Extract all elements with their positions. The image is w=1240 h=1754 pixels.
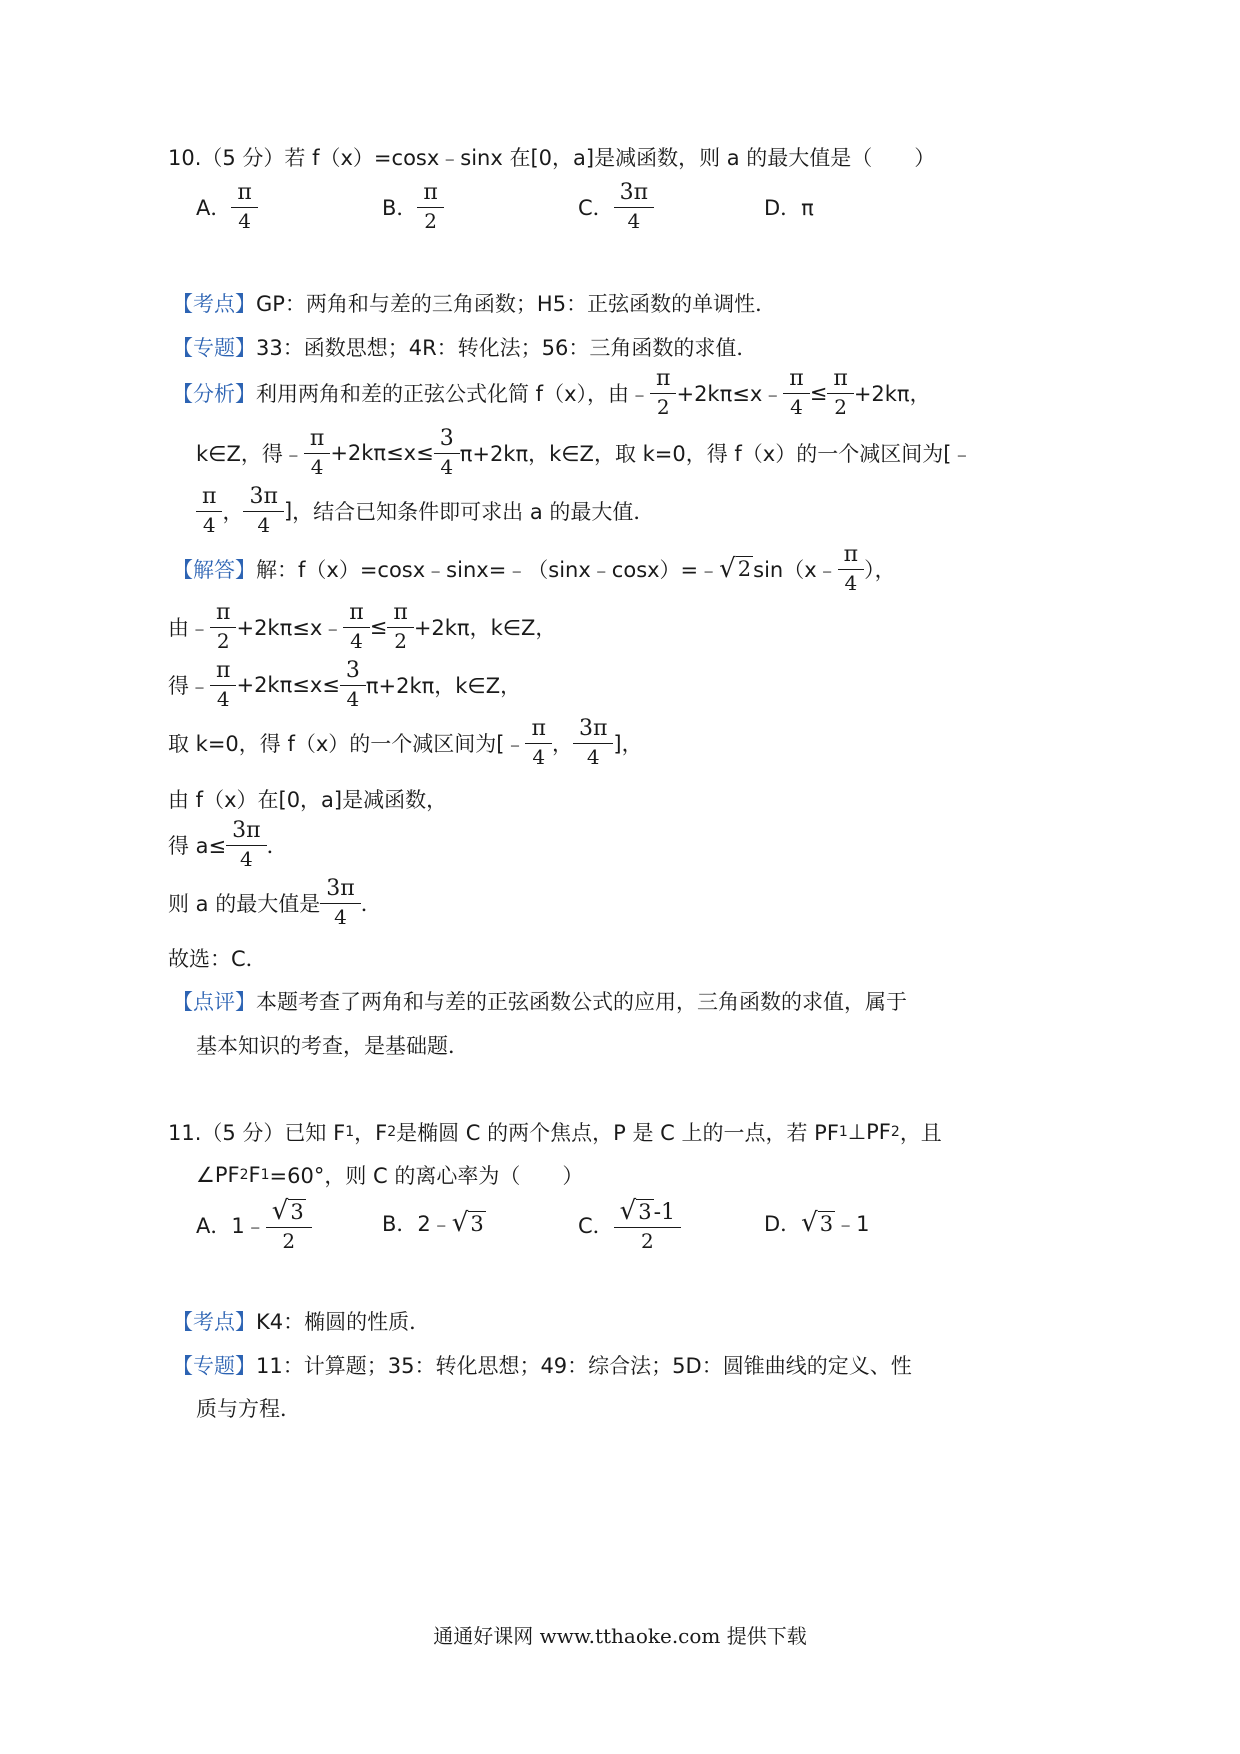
q10-kaodian: 【考点】 GP：两角和与差的三角函数；H5：正弦函数的单调性． xyxy=(172,288,776,318)
q11-stem-line2: ∠PF 2 F 1 =60°，则 C 的离心率为（ ） xyxy=(196,1163,584,1188)
q10-jieda-line1: 【解答】 解：f（x）=cosx﹣sinx=﹣（sinx﹣cosx）=﹣ √ 2 sin（x﹣ $\frac{\pi}{4}$ ）， xyxy=(172,542,896,595)
q11-option-b: B．2﹣ √ 3 xyxy=(382,1208,484,1238)
q10-jieda-line6: 得 a≤ $\frac{3\pi}{4}$ ． xyxy=(168,818,288,871)
q10-jieda-line8: 故选：C． xyxy=(168,947,267,971)
q10-jieda-line3: 得﹣ $\frac{\pi}{4}$ +2kπ≤x≤ $\frac{3}{4}$ π+2kπ，k∈Z， xyxy=(168,658,522,711)
q10-fenxi-line3: $\frac{\pi}{4}$ ， $\frac{3\pi}{4}$ ] ，结合已知条件即可求出 a 的最大值． xyxy=(196,486,654,535)
page-footer: 通通好课网 www.tthaoke.com 提供下载 xyxy=(433,1624,807,1648)
kaodian-tag: 【考点】 xyxy=(172,292,256,316)
q10-option-a-label: A． xyxy=(196,195,232,220)
q10-option-c-frac: $\frac{3\pi}{4}$ xyxy=(617,182,651,231)
q10-dianping-line1: 【点评】 本题考查了两角和与差的正弦函数公式的应用，三角函数的求值，属于 xyxy=(172,986,907,1016)
fenxi-tag: 【分析】 xyxy=(172,381,256,406)
q10-jieda-line7: 则 a 的最大值是 $\frac{3\pi}{4}$ ． xyxy=(168,876,382,929)
q10-option-b xyxy=(382,182,444,231)
zhuanti-tag: 【专题】 xyxy=(172,336,256,360)
q11-option-d: D． √ 3 ﹣1 xyxy=(764,1208,870,1238)
q11-option-a: A．1﹣ √ 3 2 xyxy=(196,1198,312,1251)
q10-option-c-label: C． xyxy=(578,195,614,220)
q11-option-c: C． √ 3 -1 2 xyxy=(578,1198,681,1251)
sqrt-2: √ 2 xyxy=(719,553,752,584)
q10-stem: 10.（5 分）若 f（x）=cosx﹣sinx 在[0，a]是减函数，则 a 的最大值是（ ） xyxy=(168,146,936,170)
q10-dianping-line2: 基本知识的考查，是基础题． xyxy=(196,1034,469,1058)
q10-option-b-label: B． xyxy=(382,195,418,220)
q10-option-c xyxy=(578,182,654,231)
jieda-tag: 【解答】 xyxy=(172,557,256,582)
q11-kaodian: 【考点】 K4：椭圆的性质． xyxy=(172,1310,431,1334)
q10-option-b-frac: $\frac{\pi}{2}$ xyxy=(420,182,440,231)
q10-option-a-frac: $\frac{\pi}{4}$ xyxy=(234,182,254,231)
q10-zhuanti: 【专题】 33：函数思想；4R：转化法；56：三角函数的求值． xyxy=(172,332,757,362)
q11-stem-line1: 11.（5 分）已知 F 1 ，F 2 是椭圆 C 的两个焦点，P 是 C 上的一点，若 PF 1 ⊥PF 2 ，且 xyxy=(168,1120,942,1145)
q10-fenxi-line1: 【分析】 利用两角和差的正弦公式化简 f（x），由﹣ $\frac{\pi}{2}$ +2kπ≤x﹣ $\frac{\pi}{4}$ ≤ $\frac{\pi}{2}$ +2kπ， xyxy=(172,366,931,419)
q10-jieda-line4: 取 k=0，得 f（x）的一个减区间为[﹣ $\frac{\pi}{4}$ ， $\frac{3\pi}{4}$ ]， xyxy=(168,716,643,769)
q10-fenxi-line2: k∈Z，得﹣ $\frac{\pi}{4}$ +2kπ≤x≤ $\frac{3}{4}$ π+2kπ，k∈Z，取 k=0，得 f（x）的一个减区间为[﹣ xyxy=(196,426,973,479)
q11-zhuanti-line2: 质与方程． xyxy=(196,1397,301,1421)
q10-option-d: D．π xyxy=(764,196,814,220)
q10-jieda-line5: 由 f（x）在[0，a]是减函数， xyxy=(168,788,448,812)
q11-zhuanti-line1: 【专题】 11：计算题；35：转化思想；49：综合法；5D：圆锥曲线的定义、性 xyxy=(172,1354,912,1378)
q10-jieda-line2: 由﹣ $\frac{\pi}{2}$ +2kπ≤x﹣ $\frac{\pi}{4}$ ≤ $\frac{\pi}{2}$ +2kπ，k∈Z， xyxy=(168,600,557,653)
dianping-tag: 【点评】 xyxy=(172,990,256,1014)
q10-option-a xyxy=(196,182,258,231)
